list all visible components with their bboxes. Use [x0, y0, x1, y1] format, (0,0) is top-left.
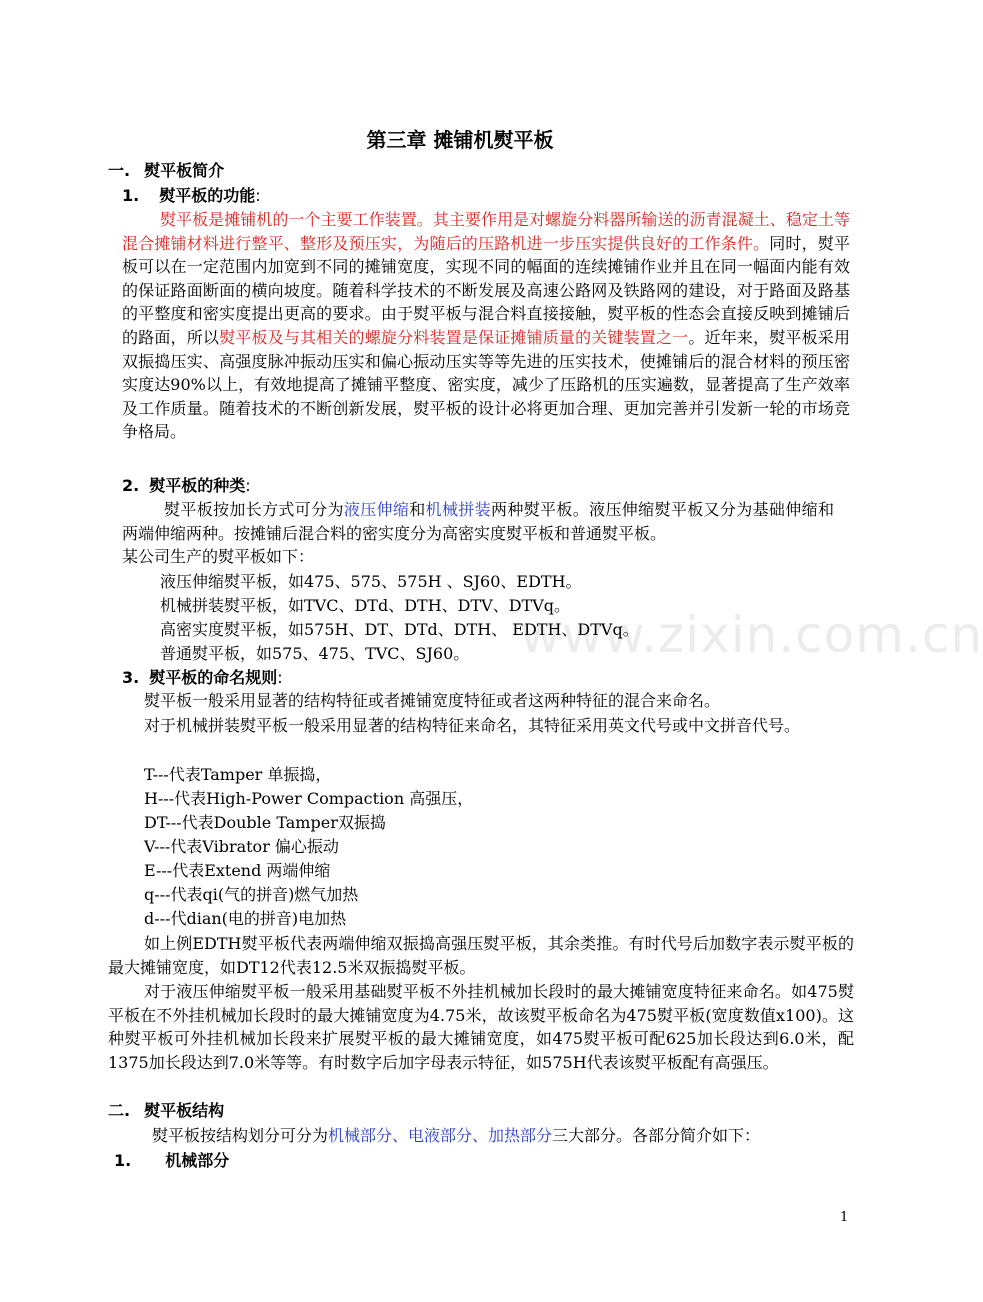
subsection-title: 熨平板的命名规则 — [149, 668, 278, 687]
subsection-title: 熨平板的种类 — [149, 476, 246, 495]
section-number: 一. — [108, 161, 131, 180]
code-item: DT---代表Double Tamper双振捣 — [144, 813, 386, 832]
body-text: 熨平板按结构划分可分为 — [152, 1126, 329, 1145]
subsection-colon: : — [245, 476, 251, 495]
subsection-title: 熨平板的功能 — [159, 186, 256, 205]
subsection-number: 2. — [122, 476, 140, 495]
section-number: 二. — [108, 1101, 131, 1120]
paragraph-types — [122, 498, 834, 545]
body-text: 两种熨平板。液压伸缩熨平板又分为基础伸缩和两端伸缩两种。按摊铺后混合料的密实度分为高密实度熨平板和普通熨平板。 — [122, 500, 834, 543]
type-item: 高密实度熨平板，如575H、DT、DTd、DTH、 EDTH、DTVq。 — [160, 620, 639, 639]
section-heading-1 — [108, 160, 224, 182]
body-text: 同时，熨平板可以在一定范围内加宽到不同的摊铺宽度，实现不同的幅面的连续摊铺作业并且在同一幅面内能有效的保证路面断面的横向坡度。随着科学技术的不断发展及高速公路网及铁路网的建设，对于路面及路基的平整度和密实度提出更高的要求。由于熨平板与混合料直接接触，熨平板的性态会直接反映到摊铺后的路面，所以 — [122, 233, 850, 347]
subsection-heading-1-2 — [122, 475, 251, 497]
section-heading-2 — [108, 1100, 224, 1122]
highlight-red-text: 熨平板及与其相关的螺旋分料装置是保证摊铺质量的关键装置之一 — [219, 327, 689, 347]
structure-intro — [152, 1125, 760, 1147]
type-item: 机械拼装熨平板，如TVC、DTd、DTH、DTV、DTVq。 — [160, 596, 571, 615]
code-item: E---代表Extend 两端伸缩 — [144, 861, 331, 880]
highlight-red-text: 熨平板是摊铺机的一个主要工作装置。其主要作用是对螺旋分料器所输送的沥青混凝土、稳定土等混合摊铺材料进行整平、整形及预压实，为随后的压路机进一步压实提供良好的工作条件。 — [122, 210, 850, 253]
code-item: H---代表High-Power Compaction 高强压， — [144, 789, 474, 808]
subsection-colon: : — [255, 186, 261, 205]
highlight-blue-text: 机械拼装 — [425, 500, 492, 519]
page-number: 1 — [840, 1210, 849, 1225]
watermark: www.zixin.com.cn — [520, 606, 983, 664]
paragraph-mechanical-naming: 对于机械拼装熨平板一般采用显著的结构特征来命名，其特征采用英文代号或中文拼音代号。 — [144, 716, 801, 735]
body-text: 和 — [409, 500, 426, 519]
highlight-blue-text: 机械部分、电液部分、加热部分 — [328, 1126, 553, 1145]
section-title: 熨平板结构 — [144, 1101, 225, 1120]
code-item: T---代表Tamper 单振捣， — [144, 765, 332, 784]
body-text: 。近年来，熨平板采用双振捣压实、高强度脉冲振动压实和偏心振动压实等等先进的压实技术，使摊铺后的混合材料的预压密实度达90%以上，有效地提高了摊铺平整度、密实度，减少了压路机的压实遍数，显著提高了生产效率及工作质量。随着技术的不断创新发展，熨平板的设计必将更加合理、更加完善并引发新一轮的市场竞争格局。 — [122, 327, 850, 442]
subsection-number: 1. — [122, 186, 140, 205]
paragraph-hydraulic-naming: 对于液压伸缩熨平板一般采用基础熨平板不外挂机械加长段时的最大摊铺宽度特征来命名。如475熨平板在不外挂机械加长段时的最大摊铺宽度为4.75米，故该熨平板命名为475熨平板(宽度数值x100)。这种熨平板可外挂机械加长段来扩展熨平板的最大摊铺宽度，如475熨平板可配625加长段达到6.0米，配1375加长段达到7.0米等等。有时数字后加字母表示特征，如575H代表该熨平板配有高强压。 — [108, 982, 854, 1072]
type-item: 液压伸缩熨平板，如475、575、575H 、SJ60、EDTH。 — [160, 572, 582, 591]
subsection-title: 机械部分 — [165, 1151, 230, 1170]
paragraph-function — [122, 208, 850, 444]
subsection-heading-1-3 — [122, 667, 283, 689]
section-title: 熨平板简介 — [144, 161, 225, 180]
subsection-number: 3. — [122, 668, 140, 687]
code-item: q---代表qi(气的拼音)燃气加热 — [144, 885, 359, 904]
company-intro-line: 某公司生产的熨平板如下： — [122, 547, 315, 566]
naming-intro: 熨平板一般采用显著的结构特征或者摊铺宽度特征或者这两种特征的混合来命名。 — [144, 691, 721, 710]
code-item: d---代dian(电的拼音)电加热 — [144, 909, 347, 928]
subsection-heading-2-1 — [114, 1150, 229, 1172]
paragraph-example: 如上例EDTH熨平板代表两端伸缩双振捣高强压熨平板，其余类推。有时代号后加数字表示熨平板的最大摊铺宽度，如DT12代表12.5米双振捣熨平板。 — [108, 934, 854, 977]
chapter-title: 第三章 摊铺机熨平板 — [366, 128, 554, 152]
subsection-colon: : — [277, 668, 283, 687]
subsection-number: 1. — [114, 1151, 132, 1170]
highlight-blue-text: 液压伸缩 — [343, 500, 410, 519]
body-text: 三大部分。各部分简介如下： — [552, 1126, 761, 1145]
type-item: 普通熨平板，如575、475、TVC、SJ60。 — [160, 644, 470, 663]
code-item: V---代表Vibrator 偏心振动 — [144, 837, 339, 856]
body-text: 熨平板按加长方式可分为 — [164, 500, 344, 519]
subsection-heading-1-1 — [122, 185, 261, 207]
